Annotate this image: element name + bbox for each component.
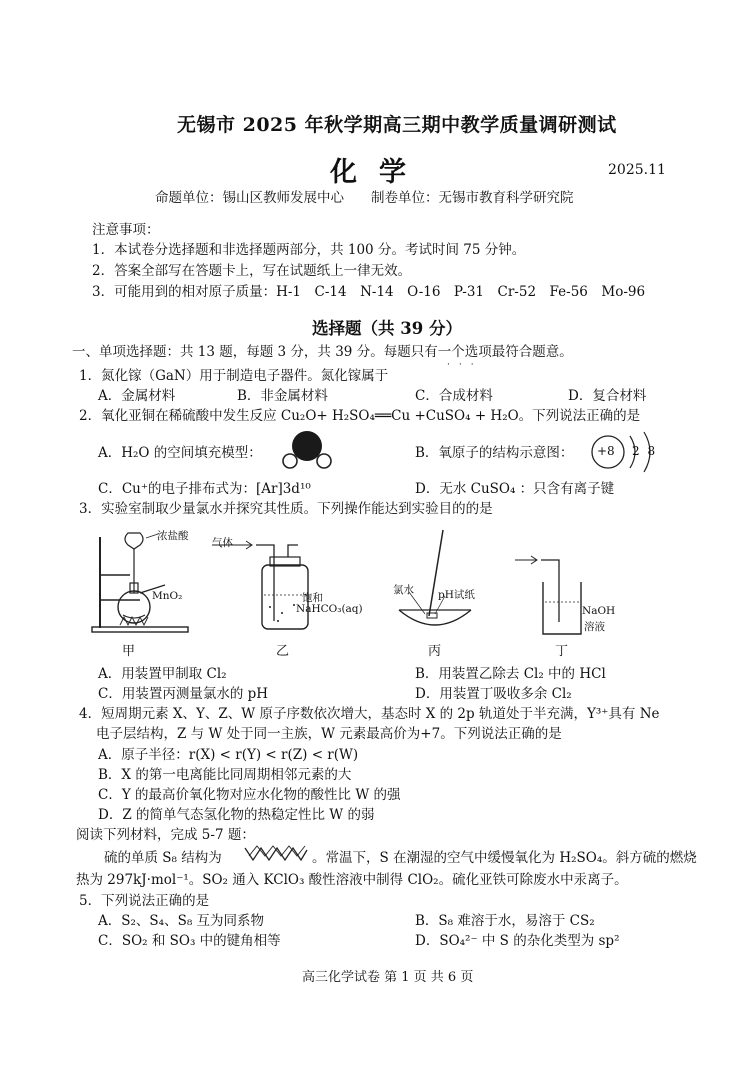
q1-option-a: A．金属材料 <box>98 388 176 404</box>
reading-para-1b: 。常温下，S 在潮湿的空气中缓慢氧化为 H₂SO₄。斜方硫的燃烧 <box>312 850 697 866</box>
label-naoh: NaOH <box>582 605 616 617</box>
compile-units: 命题单位：锡山区教师发展中心 制卷单位：无锡市教育科学研究院 <box>155 190 574 206</box>
notice-item-1: 1．本试卷分选择题和非选择题两部分，共 100 分。考试时间 75 分钟。 <box>92 242 526 258</box>
q3-option-a: A．用装置甲制取 Cl₂ <box>98 666 227 682</box>
atom-shell-electrons: 2 8 <box>632 444 658 458</box>
emphasis-dots: ··· <box>447 360 483 370</box>
notice-item-2: 2．答案全部写在答题卡上，写在试题纸上一律无效。 <box>92 263 412 279</box>
q2-option-b: B．氧原子的结构示意图： <box>415 445 574 461</box>
q5-option-b: B．S₈ 难溶于水，易溶于 CS₂ <box>415 913 595 929</box>
q4-stem-line-1: 4．短周期元素 X、Y、Z、W 原子序数依次增大，基态时 X 的 2p 轨道处于半充满，Y³⁺具有 Ne <box>79 706 660 722</box>
q4-stem-line-2: 电子层结构，Z 与 W 处于同一主族，W 元素最高价为+7。下列说法正确的是 <box>96 726 562 742</box>
q5-option-c: C．SO₂ 和 SO₃ 中的键角相等 <box>98 933 281 949</box>
label-ph-paper: pH试纸 <box>438 589 475 601</box>
reading-para-1a: 硫的单质 S₈ 结构为 <box>104 850 222 866</box>
label-saturated: 饱和 <box>302 592 323 604</box>
notice-heading: 注意事项： <box>92 222 160 238</box>
section-title: 选择题（共 39 分） <box>312 319 462 338</box>
q4-option-c: C．Y 的最高价氧化物对应水化物的酸性比 W 的强 <box>98 787 401 803</box>
q1-stem: 1．氮化镓（GaN）用于制造电子器件。氮化镓属于 <box>79 368 389 384</box>
label-nahco3: NaHCO₃(aq) <box>296 603 363 615</box>
q4-option-a: A．原子半径：r(X) < r(Y) < r(Z) < r(W) <box>98 747 359 763</box>
q3-option-b: B．用装置乙除去 Cl₂ 中的 HCl <box>415 666 606 682</box>
water-space-filling-model <box>280 428 340 474</box>
q1-option-b: B．非金属材料 <box>237 388 328 404</box>
exam-title: 无锡市 2025 年秋学期高三期中教学质量调研测试 <box>177 114 617 136</box>
q2-option-a: A．H₂O 的空间填充模型： <box>98 445 262 461</box>
label-gas: 气体 <box>212 537 233 549</box>
caption-ding: 丁 <box>555 644 569 659</box>
atom-nucleus-label: +8 <box>597 444 615 458</box>
q4-option-d: D．Z 的简单气态氢化物的热稳定性比 W 的弱 <box>98 807 375 823</box>
q2-option-d: D．无水 CuSO₄ ：只含有离子键 <box>415 481 615 497</box>
q5-stem: 5．下列说法正确的是 <box>79 893 210 909</box>
q3-option-c: C．用装置丙测量氯水的 pH <box>98 686 269 702</box>
apparatus-bing <box>395 530 475 630</box>
q2-option-c: C．Cu⁺的电子排布式为：[Ar]3d¹⁰ <box>98 481 311 497</box>
reading-para-2: 热为 297kJ·mol⁻¹。SO₂ 通入 KClO₃ 酸性溶液中制得 ClO₂。硫化亚铁可除废水中汞离子。 <box>76 872 628 888</box>
exam-date: 2025.11 <box>608 162 666 178</box>
apparatus-ding <box>515 552 585 637</box>
q2-stem: 2．氧化亚铜在稀硫酸中发生反应 Cu₂O+ H₂SO₄══Cu +CuSO₄ + H₂O。下列说法正确的是 <box>79 408 641 424</box>
page-footer: 高三化学试卷 第 1 页 共 6 页 <box>302 970 474 985</box>
label-conc-hcl: 浓盐酸 <box>157 530 189 542</box>
q3-stem: 3．实验室制取少量氯水并探究其性质。下列操作能达到实验目的的是 <box>79 501 493 517</box>
notice-item-3: 3．可能用到的相对原子质量：H-1 C-14 N-14 O-16 P-31 Cr-52 Fe-56 Mo-96 <box>92 284 646 300</box>
q5-option-d: D．SO₄²⁻ 中 S 的杂化类型为 sp² <box>415 933 620 949</box>
label-chlorine-water: 氯水 <box>393 584 414 596</box>
q1-option-d: D．复合材料 <box>568 388 647 404</box>
q4-option-b: B．X 的第一电离能比同周期相邻元素的大 <box>98 767 352 783</box>
label-solution: 溶液 <box>584 621 605 633</box>
q1-option-c: C．合成材料 <box>415 388 493 404</box>
section-instruction: 一、单项选择题：共 13 题，每题 3 分，共 39 分。每题只有一个选项最符合题意。 <box>72 344 573 360</box>
s8-crown-structure <box>243 842 309 868</box>
caption-yi: 乙 <box>276 644 290 659</box>
caption-jia: 甲 <box>122 644 136 659</box>
label-mno2: MnO₂ <box>152 590 183 602</box>
caption-bing: 丙 <box>428 644 442 659</box>
apparatus-yi <box>212 535 302 637</box>
q3-option-d: D．用装置丁吸收多余 Cl₂ <box>415 686 572 702</box>
subject-title: 化学 <box>330 157 428 188</box>
reading-intro: 阅读下列材料，完成 5-7 题： <box>76 827 255 843</box>
q5-option-a: A．S₂、S₄、S₈ 互为同系物 <box>98 913 265 929</box>
